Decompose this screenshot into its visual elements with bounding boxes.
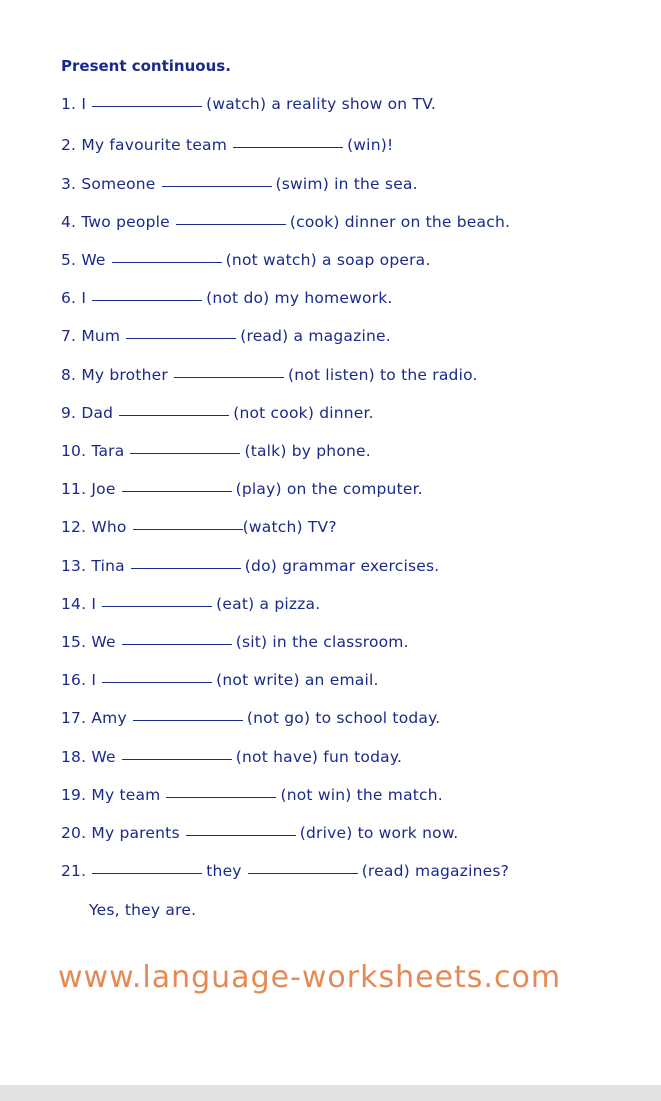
exercise-item-13 <box>61 557 439 575</box>
item-suffix: (watch) a reality show on TV. <box>206 95 437 113</box>
answer-blank <box>102 681 212 683</box>
answer-blank <box>122 490 232 492</box>
item-suffix: (not write) an email. <box>216 671 379 689</box>
answer-blank <box>248 872 358 874</box>
answer-blank <box>174 376 284 378</box>
website-watermark: www.language-worksheets.com <box>58 960 562 995</box>
exercise-item-12 <box>61 518 337 536</box>
item-prefix: 19. My team <box>61 786 161 804</box>
item-prefix: 3. Someone <box>61 175 156 193</box>
item-suffix: (play) on the computer. <box>235 480 423 498</box>
exercise-item-9 <box>61 404 374 422</box>
answer-blank <box>126 337 236 339</box>
exercise-item-20 <box>61 824 458 842</box>
item-prefix: 16. I <box>61 671 97 689</box>
answer-blank <box>112 261 222 263</box>
exercise-item-1 <box>61 95 436 113</box>
item-prefix: 20. My parents <box>61 824 180 842</box>
exercise-item-17 <box>61 709 440 727</box>
answer-blank <box>130 452 240 454</box>
item-suffix: (read) a magazine. <box>240 327 391 345</box>
exercise-item-7 <box>61 327 391 345</box>
answer-blank <box>92 299 202 301</box>
exercise-item-8 <box>61 366 478 384</box>
answer-blank <box>133 528 243 530</box>
item-suffix: (not cook) dinner. <box>233 404 374 422</box>
exercise-item-14 <box>61 595 320 613</box>
answer-blank <box>186 834 296 836</box>
item-prefix: 12. Who <box>61 518 127 536</box>
item-prefix: 9. Dad <box>61 404 114 422</box>
item-prefix: 7. Mum <box>61 327 121 345</box>
exercise-item-5 <box>61 251 431 269</box>
item-prefix: 8. My brother <box>61 366 168 384</box>
item-prefix: 4. Two people <box>61 213 170 231</box>
exercise-item-4 <box>61 213 510 231</box>
item-suffix: (not do) my homework. <box>206 289 393 307</box>
answer-blank <box>162 185 272 187</box>
item-prefix: 6. I <box>61 289 87 307</box>
exercise-item-6 <box>61 289 393 307</box>
item-suffix: (drive) to work now. <box>299 824 459 842</box>
item-prefix: 18. We <box>61 748 116 766</box>
answer-blank <box>233 146 343 148</box>
exercise-item-19 <box>61 786 443 804</box>
exercise-item-15 <box>61 633 409 651</box>
exercise-item-2 <box>61 136 393 154</box>
item-suffix: (do) grammar exercises. <box>244 557 440 575</box>
answer-blank <box>133 719 243 721</box>
item-prefix: 17. Amy <box>61 709 127 727</box>
item-suffix: (not watch) a soap opera. <box>225 251 431 269</box>
page-bottom-edge <box>0 1085 661 1101</box>
worksheet-title: Present continuous. <box>61 57 231 75</box>
item-suffix: (not have) fun today. <box>235 748 403 766</box>
exercise-item-10 <box>61 442 371 460</box>
item-prefix: 21. <box>61 862 87 880</box>
exercise-item-11 <box>61 480 423 498</box>
item-suffix: (sit) in the classroom. <box>235 633 409 651</box>
answer-blank <box>122 643 232 645</box>
item-suffix: (not go) to school today. <box>246 709 441 727</box>
item-suffix: (talk) by phone. <box>244 442 371 460</box>
item-prefix: 5. We <box>61 251 106 269</box>
item-suffix: (swim) in the sea. <box>275 175 418 193</box>
answer-blank <box>92 872 202 874</box>
exercise-item-3 <box>61 175 418 193</box>
item-suffix: (watch) TV? <box>242 518 337 536</box>
exercise-item-21 <box>61 862 509 880</box>
item-suffix: (eat) a pizza. <box>216 595 321 613</box>
exercise-item-18 <box>61 748 402 766</box>
item-prefix: 2. My favourite team <box>61 136 228 154</box>
item-prefix: 10. Tara <box>61 442 125 460</box>
item-prefix: 1. I <box>61 95 87 113</box>
item-suffix: (not win) the match. <box>280 786 443 804</box>
example-answer: Yes, they are. <box>89 901 197 919</box>
answer-blank <box>102 605 212 607</box>
answer-blank <box>119 414 229 416</box>
answer-blank <box>92 105 202 107</box>
answer-blank <box>176 223 286 225</box>
exercise-item-16 <box>61 671 379 689</box>
item-suffix: (win)! <box>347 136 394 154</box>
item-prefix: 11. Joe <box>61 480 116 498</box>
item-suffix: (read) magazines? <box>361 862 510 880</box>
item-prefix: 13. Tina <box>61 557 125 575</box>
answer-blank <box>131 567 241 569</box>
answer-blank <box>166 796 276 798</box>
answer-blank <box>122 758 232 760</box>
item-prefix: 15. We <box>61 633 116 651</box>
item-suffix: (cook) dinner on the beach. <box>289 213 511 231</box>
item-middle: they <box>206 862 242 880</box>
item-prefix: 14. I <box>61 595 97 613</box>
item-suffix: (not listen) to the radio. <box>287 366 478 384</box>
